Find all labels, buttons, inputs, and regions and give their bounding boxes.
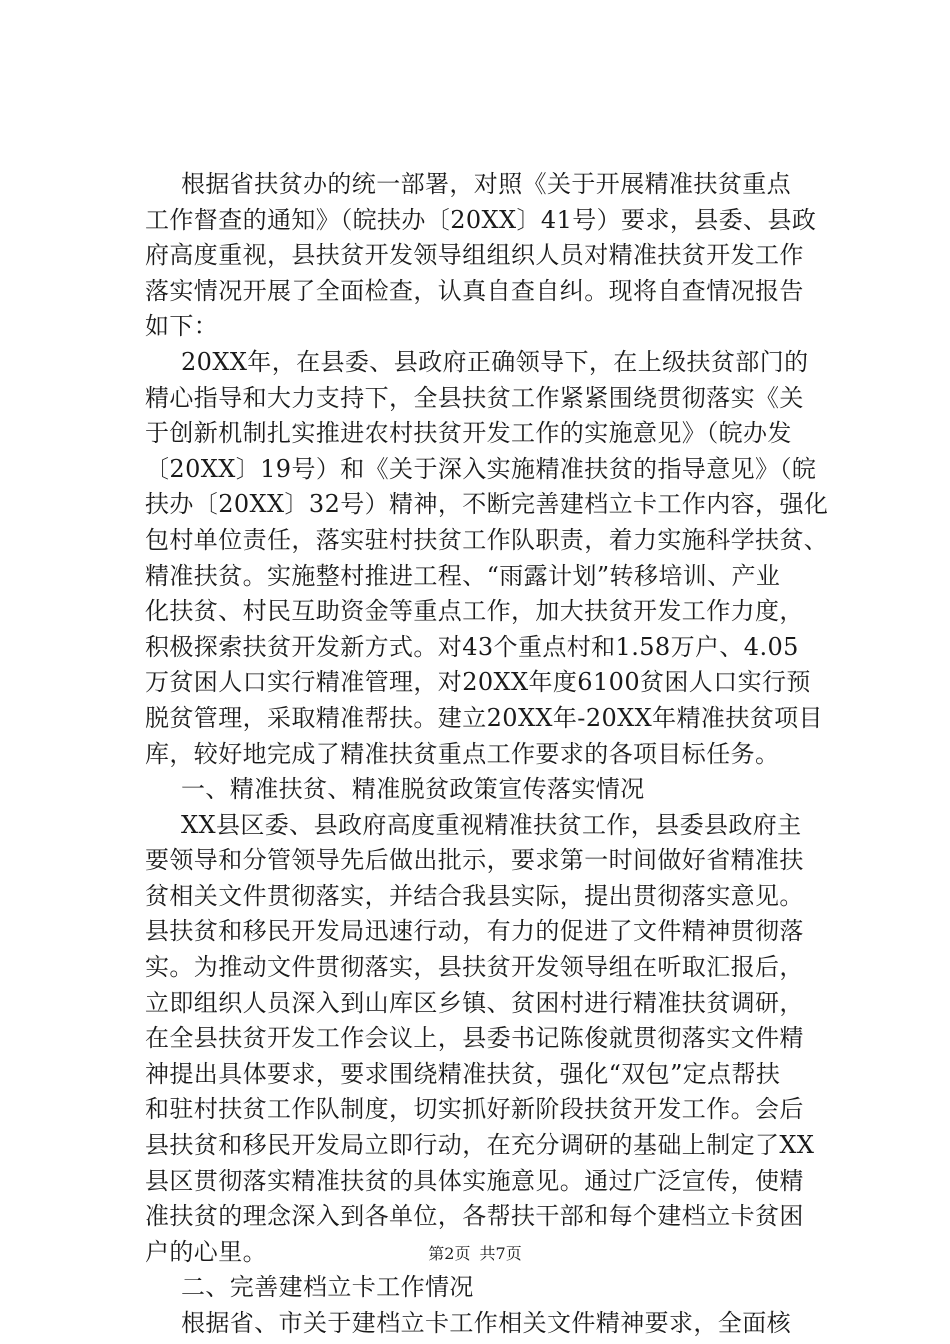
text-line: 扶办〔20XX〕32号）精神，不断完善建档立卡工作内容，强化 bbox=[145, 490, 829, 519]
text-line: 县区贯彻落实精准扶贫的具体实施意见。通过广泛宣传，使精 bbox=[145, 1166, 804, 1195]
text-line: 在全县扶贫开发工作会议上，县委书记陈俊就贯彻落实文件精 bbox=[145, 1024, 804, 1053]
text-line: 和驻村扶贫工作队制度，切实抓好新阶段扶贫开发工作。会后 bbox=[145, 1095, 804, 1124]
page-footer bbox=[0, 1243, 950, 1265]
text-line: 库，较好地完成了精准扶贫重点工作要求的各项目标任务。 bbox=[145, 739, 780, 768]
text-line: 准扶贫的理念深入到各单位，各帮扶干部和每个建档立卡贫困 bbox=[145, 1202, 804, 1231]
text-line: 神提出具体要求，要求围绕精准扶贫，强化“双包”定点帮扶 bbox=[145, 1059, 781, 1088]
document-body bbox=[145, 167, 835, 1342]
page-number: 第2页 bbox=[428, 1244, 471, 1263]
text-line: 化扶贫、村民互助资金等重点工作，加大扶贫开发工作力度， bbox=[145, 597, 804, 626]
text-line: 积极探索扶贫开发新方式。对43个重点村和1.58万户、4.05 bbox=[145, 632, 799, 661]
text-line: 工作督查的通知》（皖扶办〔20XX〕41号）要求，县委、县政 bbox=[145, 205, 817, 234]
text-line: 万贫困人口实行精准管理，对20XX年度6100贫困人口实行预 bbox=[145, 668, 811, 697]
page-total: 共7页 bbox=[479, 1244, 522, 1263]
text-line: 县扶贫和移民开发局立即行动，在充分调研的基础上制定了XX bbox=[145, 1131, 815, 1160]
text-line: 精心指导和大力支持下，全县扶贫工作紧紧围绕贯彻落实《关 bbox=[145, 383, 804, 412]
text-line: 于创新机制扎实推进农村扶贫开发工作的实施意见》（皖办发 bbox=[145, 419, 792, 448]
text-line: 户的心里。 bbox=[145, 1237, 267, 1266]
text-line: 脱贫管理，采取精准帮扶。建立20XX年-20XX年精准扶贫项目 bbox=[145, 703, 823, 732]
text-line: 贫相关文件贯彻落实，并结合我县实际，提出贯彻落实意见。 bbox=[145, 881, 804, 910]
text-line: 根据省、市关于建档立卡工作相关文件精神要求，全面核 bbox=[181, 1309, 791, 1337]
text-line: 〔20XX〕19号）和《关于深入实施精准扶贫的指导意见》（皖 bbox=[145, 454, 817, 483]
text-line: 包村单位责任，落实驻村扶贫工作队职责，着力实施科学扶贫、 bbox=[145, 525, 829, 554]
text-line: 实。为推动文件贯彻落实，县扶贫开发领导组在听取汇报后， bbox=[145, 953, 804, 982]
text-line: 精准扶贫。实施整村推进工程、“雨露计划”转移培训、产业 bbox=[145, 561, 781, 590]
text-line: 立即组织人员深入到山库区乡镇、贫困村进行精准扶贫调研， bbox=[145, 988, 804, 1017]
text-line: 如下： bbox=[145, 312, 219, 341]
text-line: 落实情况开展了全面检查，认真自查自纠。现将自查情况报告 bbox=[145, 276, 804, 305]
text-line: XX县区委、县政府高度重视精准扶贫工作，县委县政府主 bbox=[181, 810, 802, 839]
text-line: 根据省扶贫办的统一部署，对照《关于开展精准扶贫重点 bbox=[181, 170, 791, 198]
section-heading: 一、精准扶贫、精准脱贫政策宣传落实情况 bbox=[181, 775, 645, 804]
text-line: 要领导和分管领导先后做出批示，要求第一时间做好省精准扶 bbox=[145, 846, 804, 875]
text-line: 20XX年，在县委、县政府正确领导下，在上级扶贫部门的 bbox=[181, 347, 809, 376]
text-line: 府高度重视，县扶贫开发领导组组织人员对精准扶贫开发工作 bbox=[145, 241, 804, 270]
section-heading: 二、完善建档立卡工作情况 bbox=[181, 1273, 474, 1302]
text-line: 县扶贫和移民开发局迅速行动，有力的促进了文件精神贯彻落 bbox=[145, 917, 804, 946]
